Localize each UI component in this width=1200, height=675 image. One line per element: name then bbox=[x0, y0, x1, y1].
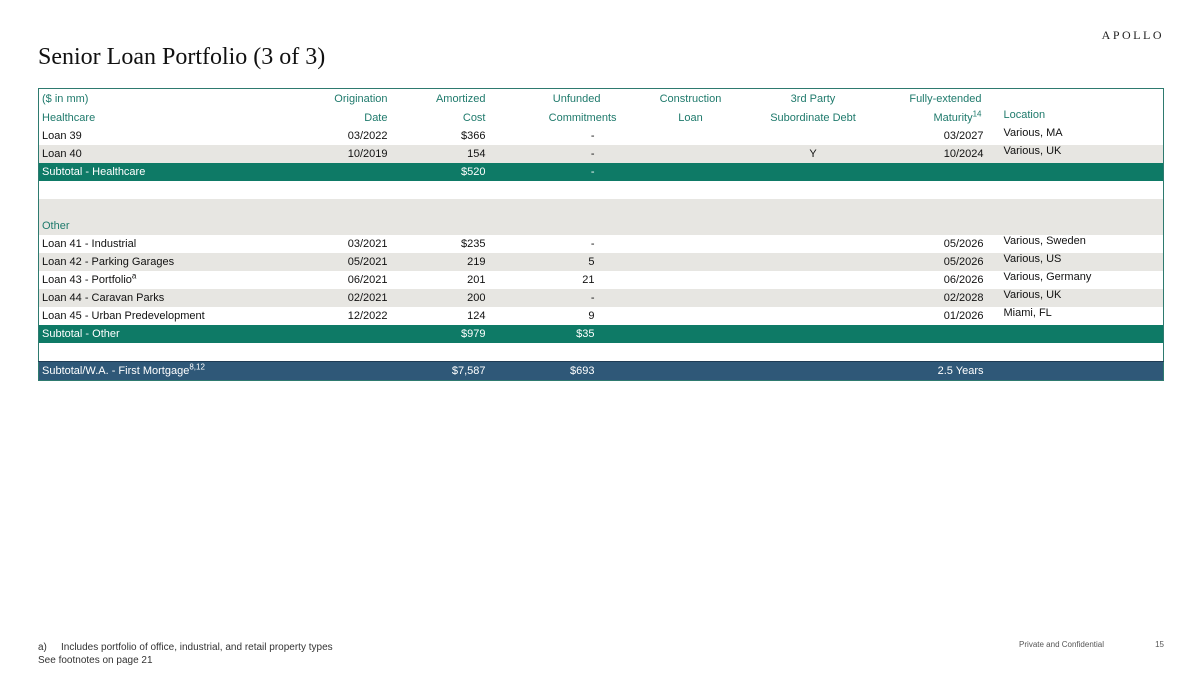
subtotal-other-date-empty bbox=[291, 325, 391, 343]
grand-total-cost: $7,587 bbox=[391, 362, 489, 381]
grand-total-label bbox=[39, 362, 291, 381]
page-number: 15 bbox=[1155, 640, 1164, 649]
third-party-sub-debt bbox=[751, 253, 876, 271]
subtotal-other-label bbox=[39, 325, 291, 343]
spacer-row bbox=[39, 343, 1164, 362]
spacer-cell bbox=[39, 181, 1164, 199]
col-header-location-top bbox=[996, 89, 1164, 110]
unfunded-commitment: - bbox=[489, 235, 631, 253]
loan-name-cell bbox=[39, 235, 291, 253]
spacer-cell bbox=[39, 343, 1164, 362]
unfunded-commitment: - bbox=[489, 289, 631, 307]
location: Various, US bbox=[996, 253, 1164, 271]
senior-loan-table bbox=[38, 88, 1164, 381]
subtotal-other bbox=[39, 325, 1164, 343]
third-party-sub-debt bbox=[751, 307, 876, 325]
subtotal-healthcare-unfunded: - bbox=[489, 163, 631, 181]
header-row-1 bbox=[39, 89, 1164, 110]
origination-date: 10/2019 bbox=[291, 145, 391, 163]
origination-date: 03/2022 bbox=[291, 127, 391, 145]
grand-total-unfunded: $693 bbox=[489, 362, 631, 381]
maturity-date: 01/2026 bbox=[876, 307, 996, 325]
col-header-third-party: 3rd Party bbox=[751, 89, 876, 110]
col-header-construction: Construction bbox=[631, 89, 751, 110]
amortized-cost: $235 bbox=[391, 235, 489, 253]
subtotal-healthcare bbox=[39, 163, 1164, 181]
table-row bbox=[39, 127, 1164, 145]
grand-total-label-text: Subtotal/W.A. - First Mortgage bbox=[42, 365, 190, 377]
unfunded-commitment: 9 bbox=[489, 307, 631, 325]
third-party-sub-debt: Y bbox=[751, 145, 876, 163]
footnote-a-marker: a) bbox=[38, 642, 47, 653]
subtotal-other-construction-empty bbox=[631, 325, 751, 343]
col-header-fully-extended: Fully-extended bbox=[876, 89, 996, 110]
loan-name-cell bbox=[39, 127, 291, 145]
origination-date: 03/2021 bbox=[291, 235, 391, 253]
grand-total-date-empty bbox=[291, 362, 391, 381]
subtotal-other-label-text: Subtotal - Other bbox=[42, 328, 120, 340]
loan-name-footnote: a bbox=[131, 271, 137, 281]
maturity-label: Maturity bbox=[933, 112, 973, 124]
loan-name: Loan 39 bbox=[42, 130, 82, 142]
apollo-logo: APOLLO bbox=[1101, 28, 1164, 42]
origination-date: 06/2021 bbox=[291, 271, 391, 289]
subtotal-healthcare-construction-empty bbox=[631, 163, 751, 181]
subtotal-healthcare-maturity bbox=[876, 163, 996, 181]
construction-loan bbox=[631, 235, 751, 253]
page-title: Senior Loan Portfolio (3 of 3) bbox=[38, 44, 326, 70]
location: Various, Germany bbox=[996, 271, 1164, 289]
construction-loan bbox=[631, 289, 751, 307]
maturity-date: 05/2026 bbox=[876, 253, 996, 271]
units-label: ($ in mm) bbox=[39, 89, 291, 110]
col-header-unfunded: Unfunded bbox=[489, 89, 631, 110]
origination-date: 02/2021 bbox=[291, 289, 391, 307]
footnote-a bbox=[38, 641, 333, 654]
loan-name-cell bbox=[39, 271, 291, 289]
maturity-footnote: 14 bbox=[972, 109, 982, 119]
amortized-cost: 154 bbox=[391, 145, 489, 163]
construction-loan bbox=[631, 145, 751, 163]
footnotes bbox=[38, 641, 333, 667]
footnote-see-page: See footnotes on page 21 bbox=[38, 655, 153, 666]
loan-name: Loan 45 - Urban Predevelopment bbox=[42, 310, 205, 322]
grand-total bbox=[39, 362, 1164, 381]
subtotal-healthcare-third-party-empty bbox=[751, 163, 876, 181]
loan-name-cell bbox=[39, 145, 291, 163]
construction-loan bbox=[631, 271, 751, 289]
subtotal-healthcare-label-text: Subtotal - Healthcare bbox=[42, 166, 146, 178]
subtotal-other-location-empty bbox=[996, 325, 1164, 343]
third-party-sub-debt bbox=[751, 289, 876, 307]
location: Various, UK bbox=[996, 145, 1164, 163]
grand-total-location-empty bbox=[996, 362, 1164, 381]
table-row bbox=[39, 235, 1164, 253]
spacer-row bbox=[39, 199, 1164, 217]
loan-name: Loan 42 - Parking Garages bbox=[42, 256, 175, 268]
third-party-sub-debt bbox=[751, 271, 876, 289]
unfunded-commitment: 5 bbox=[489, 253, 631, 271]
grand-total-maturity: 2.5 Years bbox=[876, 362, 996, 381]
subtotal-other-cost: $979 bbox=[391, 325, 489, 343]
amortized-cost: 201 bbox=[391, 271, 489, 289]
subtotal-healthcare-date-empty bbox=[291, 163, 391, 181]
grand-total-footnote: 8,12 bbox=[189, 362, 205, 372]
location: Various, MA bbox=[996, 127, 1164, 145]
col-header-cost: Cost bbox=[391, 109, 489, 127]
col-header-location: Location bbox=[996, 109, 1164, 127]
grand-total-third-party-empty bbox=[751, 362, 876, 381]
construction-loan bbox=[631, 127, 751, 145]
origination-date: 12/2022 bbox=[291, 307, 391, 325]
amortized-cost: 124 bbox=[391, 307, 489, 325]
col-header-date: Date bbox=[291, 109, 391, 127]
maturity-date: 10/2024 bbox=[876, 145, 996, 163]
origination-date: 05/2021 bbox=[291, 253, 391, 271]
grand-total-construction-empty bbox=[631, 362, 751, 381]
unfunded-commitment: - bbox=[489, 127, 631, 145]
table-row bbox=[39, 289, 1164, 307]
table-row bbox=[39, 253, 1164, 271]
col-header-commitments: Commitments bbox=[489, 109, 631, 127]
table-row bbox=[39, 145, 1164, 163]
loan-name: Loan 40 bbox=[42, 148, 82, 160]
section-label-healthcare: Healthcare bbox=[39, 109, 291, 127]
unfunded-commitment: - bbox=[489, 145, 631, 163]
maturity-date: 03/2027 bbox=[876, 127, 996, 145]
col-header-amortized: Amortized bbox=[391, 89, 489, 110]
maturity-date: 02/2028 bbox=[876, 289, 996, 307]
third-party-sub-debt bbox=[751, 235, 876, 253]
subtotal-other-unfunded: $35 bbox=[489, 325, 631, 343]
construction-loan bbox=[631, 307, 751, 325]
section-label-other: Other bbox=[39, 217, 1164, 235]
table-row bbox=[39, 271, 1164, 289]
loan-name-cell bbox=[39, 253, 291, 271]
table-row bbox=[39, 307, 1164, 325]
subtotal-healthcare-location-empty bbox=[996, 163, 1164, 181]
loan-name-cell bbox=[39, 307, 291, 325]
spacer-row bbox=[39, 181, 1164, 199]
spacer-cell bbox=[39, 199, 1164, 217]
location: Miami, FL bbox=[996, 307, 1164, 325]
construction-loan bbox=[631, 253, 751, 271]
location: Various, Sweden bbox=[996, 235, 1164, 253]
third-party-sub-debt bbox=[751, 127, 876, 145]
amortized-cost: $366 bbox=[391, 127, 489, 145]
subtotal-other-maturity bbox=[876, 325, 996, 343]
footnote-a-text: Includes portfolio of office, industrial, and retail property types bbox=[61, 642, 333, 653]
unfunded-commitment: 21 bbox=[489, 271, 631, 289]
loan-name: Loan 41 - Industrial bbox=[42, 238, 137, 250]
loan-name-cell bbox=[39, 289, 291, 307]
section-row-other bbox=[39, 217, 1164, 235]
col-header-origination: Origination bbox=[291, 89, 391, 110]
col-header-maturity bbox=[876, 109, 996, 127]
confidentiality-label: Private and Confidential bbox=[1019, 640, 1104, 649]
maturity-date: 06/2026 bbox=[876, 271, 996, 289]
location: Various, UK bbox=[996, 289, 1164, 307]
col-header-loan: Loan bbox=[631, 109, 751, 127]
header-row-2 bbox=[39, 109, 1164, 127]
loan-name: Loan 43 - Portfolio bbox=[42, 274, 132, 286]
subtotal-healthcare-cost: $520 bbox=[391, 163, 489, 181]
loan-name: Loan 44 - Caravan Parks bbox=[42, 292, 165, 304]
subtotal-healthcare-label bbox=[39, 163, 291, 181]
maturity-date: 05/2026 bbox=[876, 235, 996, 253]
subtotal-other-third-party-empty bbox=[751, 325, 876, 343]
col-header-subordinate-debt: Subordinate Debt bbox=[751, 109, 876, 127]
amortized-cost: 219 bbox=[391, 253, 489, 271]
amortized-cost: 200 bbox=[391, 289, 489, 307]
